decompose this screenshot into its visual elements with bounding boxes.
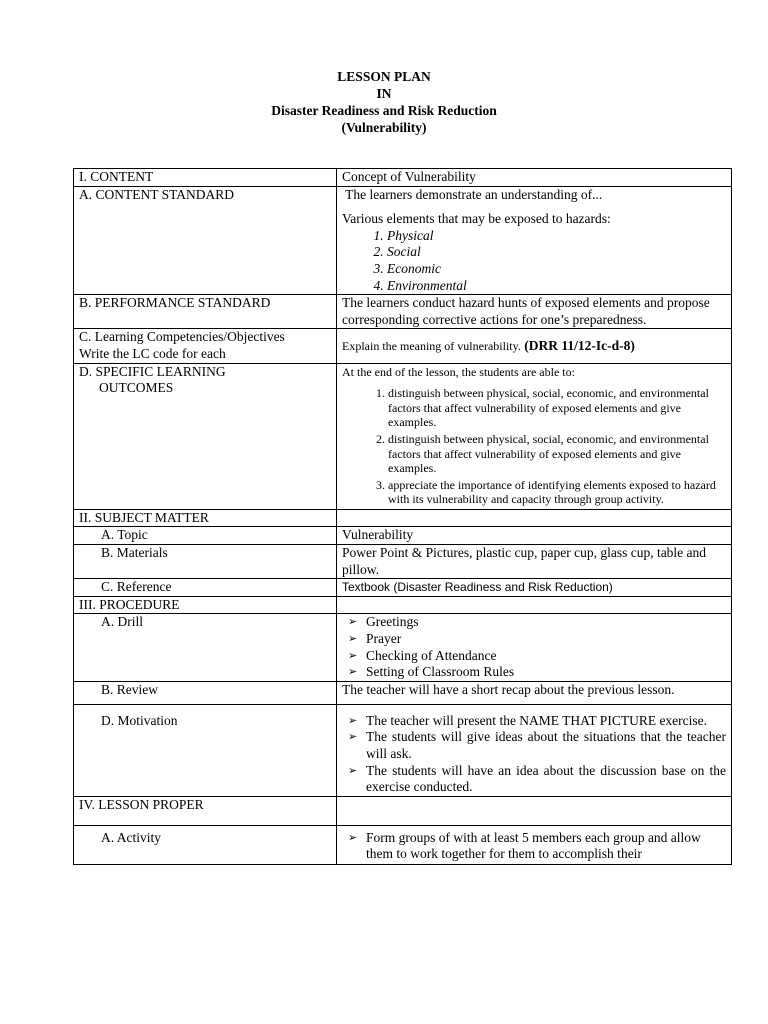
list-item: ➢ Form groups of with at least 5 members each group and allow them to work together for them to accomplish their bbox=[348, 830, 726, 863]
row-value bbox=[337, 596, 732, 614]
document-title bbox=[0, 68, 768, 136]
row-content-standard bbox=[74, 186, 732, 295]
row-label: III. PROCEDURE bbox=[74, 596, 337, 614]
label-text: A. Activity bbox=[101, 829, 161, 845]
row-lesson-proper bbox=[74, 796, 732, 825]
row-motivation bbox=[74, 704, 732, 796]
row-value bbox=[337, 509, 732, 527]
row-content bbox=[74, 169, 732, 187]
element-list bbox=[342, 228, 726, 294]
outcomes-list bbox=[342, 386, 726, 507]
label-line: C. Learning Competencies/Objectives bbox=[79, 329, 285, 345]
outcomes-intro: At the end of the lesson, the students are able to: bbox=[342, 364, 575, 379]
row-value bbox=[337, 704, 732, 796]
reference-text: Textbook (Disaster Readiness and Risk Reduction) bbox=[342, 580, 613, 595]
list-item: ➢ The teacher will present the NAME THAT PICTURE exercise. bbox=[348, 713, 726, 730]
row-review bbox=[74, 681, 732, 704]
row-value: Concept of Vulnerability bbox=[337, 169, 732, 187]
row-performance-standard bbox=[74, 295, 732, 329]
row-value: The teacher will have a short recap about the previous lesson. bbox=[337, 681, 732, 704]
row-reference bbox=[74, 579, 732, 597]
row-label bbox=[74, 614, 337, 681]
row-value bbox=[337, 579, 732, 597]
label-text: B. Materials bbox=[101, 545, 168, 561]
row-value bbox=[337, 329, 732, 363]
motivation-list bbox=[342, 713, 726, 796]
competency-code: (DRR 11/12-Ic-d-8) bbox=[524, 337, 635, 353]
row-value: Vulnerability bbox=[337, 527, 732, 545]
list-item: 3. appreciate the importance of identifying elements exposed to hazard with its vulnerability and capacity through group activity. bbox=[388, 478, 726, 507]
title-line-2: IN bbox=[376, 86, 392, 101]
list-item: 2. Social bbox=[387, 244, 726, 261]
row-value bbox=[337, 796, 732, 825]
row-materials bbox=[74, 545, 732, 579]
row-label bbox=[74, 825, 337, 864]
list-item: ➢ Prayer bbox=[348, 631, 726, 648]
row-label: II. SUBJECT MATTER bbox=[74, 509, 337, 527]
row-label bbox=[74, 527, 337, 545]
label-line: OUTCOMES bbox=[99, 380, 174, 396]
row-value bbox=[337, 186, 732, 295]
label-text: A. Drill bbox=[101, 614, 143, 630]
row-label bbox=[74, 363, 337, 509]
competency-text: Explain the meaning of vulnerability. bbox=[342, 338, 521, 353]
label-text: C. Reference bbox=[101, 579, 172, 595]
list-item: ➢ The students will give ideas about the situations that the teacher will ask. bbox=[348, 729, 726, 762]
title-line-4: (Vulnerability) bbox=[341, 120, 427, 135]
row-label bbox=[74, 704, 337, 796]
row-value: Power Point & Pictures, plastic cup, paper cup, glass cup, table and pillow. bbox=[337, 545, 732, 579]
row-value: The learners conduct hazard hunts of exposed elements and propose corresponding corrective actions for one’s preparedness. bbox=[337, 295, 732, 329]
row-label: IV. LESSON PROPER bbox=[74, 796, 337, 825]
list-item: ➢ Checking of Attendance bbox=[348, 648, 726, 665]
label-line: D. SPECIFIC LEARNING bbox=[79, 363, 226, 379]
list-item: 1. Physical bbox=[387, 228, 726, 245]
label-text: B. Review bbox=[101, 681, 158, 697]
row-outcomes bbox=[74, 363, 732, 509]
activity-list bbox=[342, 830, 726, 863]
row-label bbox=[74, 681, 337, 704]
row-value bbox=[337, 363, 732, 509]
list-item: 4. Environmental bbox=[387, 278, 726, 295]
row-label bbox=[74, 579, 337, 597]
list-item: ➢ Setting of Classroom Rules bbox=[348, 664, 726, 681]
row-label: A. CONTENT STANDARD bbox=[74, 186, 337, 295]
label-text: D. Motivation bbox=[101, 712, 178, 728]
row-competencies bbox=[74, 329, 732, 363]
label-text: A. Topic bbox=[101, 527, 148, 543]
list-item: ➢ The students will have an idea about the discussion base on the exercise conducted. bbox=[348, 763, 726, 796]
row-drill bbox=[74, 614, 732, 681]
row-value bbox=[337, 614, 732, 681]
row-label: B. PERFORMANCE STANDARD bbox=[74, 295, 337, 329]
list-item: 1. distinguish between physical, social, economic, and environmental factors that affect vulnerability of exposed elements and give examples. bbox=[388, 386, 726, 430]
lesson-plan-table bbox=[73, 168, 732, 865]
list-item: ➢ Greetings bbox=[348, 614, 726, 631]
content-standard-intro: The learners demonstrate an understanding of... bbox=[342, 186, 603, 202]
title-line-1: LESSON PLAN bbox=[337, 69, 431, 84]
row-label bbox=[74, 329, 337, 363]
row-subject-matter bbox=[74, 509, 732, 527]
drill-list bbox=[342, 614, 726, 680]
content-standard-lead: Various elements that may be exposed to hazards: bbox=[342, 211, 611, 227]
row-procedure bbox=[74, 596, 732, 614]
list-item: 2. distinguish between physical, social, economic, and environmental factors that affect vulnerability of exposed elements and give examples. bbox=[388, 432, 726, 476]
title-line-3: Disaster Readiness and Risk Reduction bbox=[271, 103, 497, 118]
row-label bbox=[74, 545, 337, 579]
label-line: Write the LC code for each bbox=[79, 345, 226, 361]
row-topic bbox=[74, 527, 732, 545]
row-value bbox=[337, 825, 732, 864]
row-activity bbox=[74, 825, 732, 864]
row-label: I. CONTENT bbox=[74, 169, 337, 187]
list-item: 3. Economic bbox=[387, 261, 726, 278]
